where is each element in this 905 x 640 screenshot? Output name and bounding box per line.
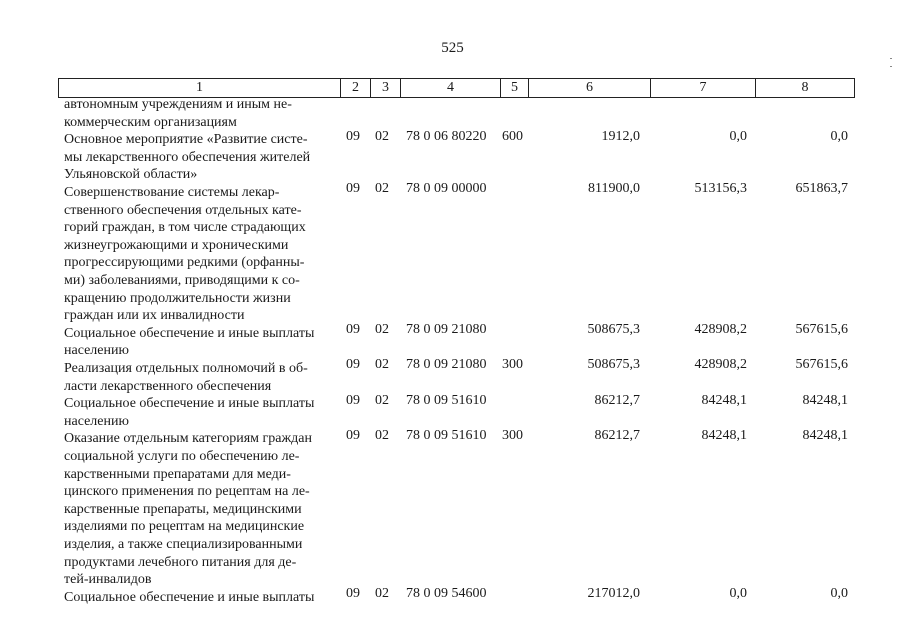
cell-c3: 02 [375,322,389,338]
description-line: Совершенствование системы лекар- [64,185,280,200]
cell-c8: 567615,6 [795,322,848,338]
cell-c5: 300 [502,357,523,373]
cell-c7: 84248,1 [701,392,747,408]
description-line: жизнеугрожающими и хроническими [64,237,289,253]
description-line: Социальное обеспечение и иные выплаты [64,589,315,605]
cell-c6: 508675,3 [587,357,640,373]
description-line: цинского применения по рецептам на ле- [64,484,310,500]
description-line: ласти лекарственного обеспечения [64,378,272,394]
cell-c8: 84248,1 [802,392,848,408]
row-description [64,360,334,395]
scan-speck [890,58,892,59]
description-line: Основное мероприятие «Развитие систе- [64,132,308,148]
header-col-2: 2 [341,79,371,97]
header-col-5: 5 [501,79,529,97]
table-header [58,78,855,98]
cell-c4: 78 0 09 51610 [406,392,487,408]
cell-c2: 09 [346,357,360,373]
row-description [64,395,334,430]
cell-c3: 02 [375,392,389,408]
cell-c4: 78 0 06 80220 [406,128,487,144]
description-line: граждан или их инвалидности [64,308,245,324]
description-line: тей-инвалидов [64,572,152,588]
cell-c6: 86212,7 [594,427,640,443]
row-description [64,184,334,325]
cell-c3: 02 [375,427,389,443]
description-line: горий граждан, в том числе страдающих [64,220,306,236]
cell-c6: 1912,0 [601,128,640,144]
description-line: населению [64,343,129,359]
description-line: прогрессирующими редкими (орфанны- [64,255,305,271]
description-line: ми) заболеваниями, приводящими к со- [64,272,300,288]
cell-c2: 09 [346,128,360,144]
cell-c3: 02 [375,128,389,144]
cell-c6: 86212,7 [594,392,640,408]
cell-c8: 0,0 [830,128,848,144]
description-line: изделиями по рецептам на медицинские [64,519,305,535]
header-col-6: 6 [529,79,651,97]
cell-c8: 84248,1 [802,427,848,443]
cell-c8: 567615,6 [795,357,848,373]
description-line: карственными препаратами для меди- [64,466,291,482]
cell-c2: 09 [346,392,360,408]
cell-c2: 09 [346,427,360,443]
cell-c8: 651863,7 [795,181,848,197]
cell-c4: 78 0 09 21080 [406,357,487,373]
cell-c3: 02 [375,586,389,602]
cell-c2: 09 [346,322,360,338]
cell-c8: 0,0 [830,586,848,602]
description-line: Оказание отдельным категориям граждан [64,431,312,447]
cell-c5: 600 [502,128,523,144]
row-description [64,325,334,360]
description-line: социальной услуги по обеспечению ле- [64,448,300,464]
description-line: Ульяновской области» [64,167,198,183]
description-line: мы лекарственного обеспечения жителей [64,149,311,165]
header-col-8: 8 [801,80,809,95]
description-line: ственного обеспечения отдельных кате- [64,202,302,218]
description-line: Реализация отдельных полномочий в об- [64,361,308,376]
cell-c4: 78 0 09 00000 [406,181,487,197]
cell-c4: 78 0 09 51610 [406,427,487,443]
cell-c4: 78 0 09 21080 [406,322,487,338]
cell-c3: 02 [375,357,389,373]
row-description [64,131,334,184]
cell-c6: 508675,3 [587,322,640,338]
cell-c7: 428908,2 [694,357,747,373]
header-col-3: 3 [371,79,401,97]
description-line: карственные препараты, медицинскими [64,501,302,517]
cell-c2: 09 [346,181,360,197]
description-line: автономным учреждениям и иным не- [64,97,292,112]
header-col-7: 7 [651,79,756,97]
row-description [64,96,334,131]
row-description [64,589,334,607]
cell-c2: 09 [346,586,360,602]
header-col-4: 4 [401,79,501,97]
description-line: кращению продолжительности жизни [64,290,291,306]
header-col-1: 1 [59,79,341,97]
description-line: населению [64,413,129,429]
cell-c7: 84248,1 [701,427,747,443]
row-description [64,430,334,588]
description-line: изделия, а также специализированными [64,536,303,552]
cell-c7: 513156,3 [694,181,747,197]
page-number: 525 [441,40,464,56]
scan-speck [890,66,892,67]
description-line: продуктами лечебного питания для де- [64,554,297,570]
cell-c6: 811900,0 [588,181,640,197]
description-line: коммерческим организациям [64,114,237,130]
cell-c5: 300 [502,427,523,443]
cell-c7: 0,0 [729,586,747,602]
cell-c6: 217012,0 [587,586,640,602]
cell-c4: 78 0 09 54600 [406,586,487,602]
cell-c7: 428908,2 [694,322,747,338]
description-line: Социальное обеспечение и иные выплаты [64,396,315,412]
cell-c3: 02 [375,181,389,197]
cell-c7: 0,0 [729,128,747,144]
description-line: Социальное обеспечение и иные выплаты [64,325,315,341]
